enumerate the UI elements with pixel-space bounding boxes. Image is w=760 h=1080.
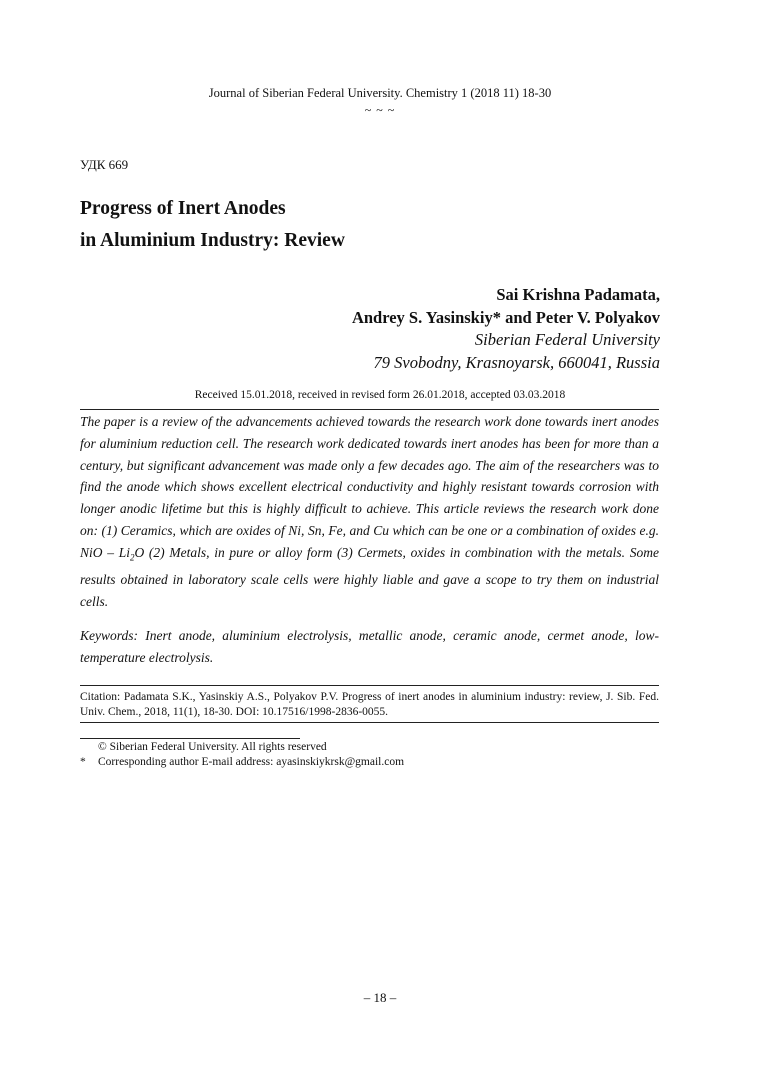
journal-header: Journal of Siberian Federal University. Chemistry 1 (2018 11) 18-30 [208, 86, 552, 100]
abstract [80, 411, 659, 613]
abstract-top-rule [80, 409, 659, 410]
received-dates: Received 15.01.2018, received in revised form 26.01.2018, accepted 03.03.2018 [194, 389, 566, 401]
author-line-2: Andrey S. Yasinskiy* and Peter V. Polyakov [351, 307, 660, 327]
address: 79 Svobodny, Krasnoyarsk, 660041, Russia [373, 352, 660, 372]
page-number: – 18 – [363, 990, 397, 1005]
corresponding-text: Corresponding author E-mail address: ayasinskiykrsk@gmail.com [98, 756, 405, 768]
udk-code: УДК 669 [80, 157, 129, 172]
affiliation: Siberian Federal University [474, 330, 660, 349]
copyright-text: © Siberian Federal University. All rights reserved [98, 741, 327, 753]
abstract-text-end: O (2) Metals, in pure or alloy form (3) Cermets, oxides in combination with the metals. Some results obtained in laboratory scale cells were highly liable and gave a scope to try them on industrial cells. [80, 544, 659, 610]
header-ornament: ~ ~ ~ [364, 103, 396, 117]
footnote-rule [80, 738, 300, 739]
paper-title [80, 193, 345, 257]
title-line-1: Progress of Inert Anodes [80, 198, 286, 219]
citation-top-rule [80, 685, 659, 686]
author-line-1: Sai Krishna Padamata, [496, 285, 660, 304]
formula-subscript: 2 [129, 552, 135, 563]
footnote-star: * [80, 756, 86, 768]
author-block [352, 284, 660, 374]
footnote-corresponding [80, 756, 404, 768]
citation: Citation: Padamata S.K., Yasinskiy A.S., Polyakov P.V. Progress of inert anodes in aluminium industry: review, J. Sib. Fed. Univ. Chem., 2018, 11(1), 18-30. DOI: 10.17516/1998-2836-0055. [80, 691, 659, 718]
keywords: Keywords: Inert anode, aluminium electrolysis, metallic anode, ceramic anode, cermet anode, low-temperature electrolysis. [80, 628, 659, 665]
abstract-text: The paper is a review of the advancements achieved towards the research work done towards inert anodes for aluminium reduction cell. The research work dedicated towards inert anodes has been for more than a century, but significant advancement was made only a few decades ago. The aim of the researchers was to find the anode which shows excellent electrical conductivity and highly resistant towards corrosion with longer anodic lifetime but this is highly difficult to achieve. This article reviews the research work done on: (1) Ceramics, which are oxides of Ni, Sn, Fe, and Cu which can be one or a combination of oxides e.g. NiO – Li [80, 414, 659, 560]
footnote-copyright [80, 741, 327, 753]
citation-bottom-rule [80, 722, 659, 723]
title-line-2: in Aluminium Industry: Review [80, 230, 345, 251]
